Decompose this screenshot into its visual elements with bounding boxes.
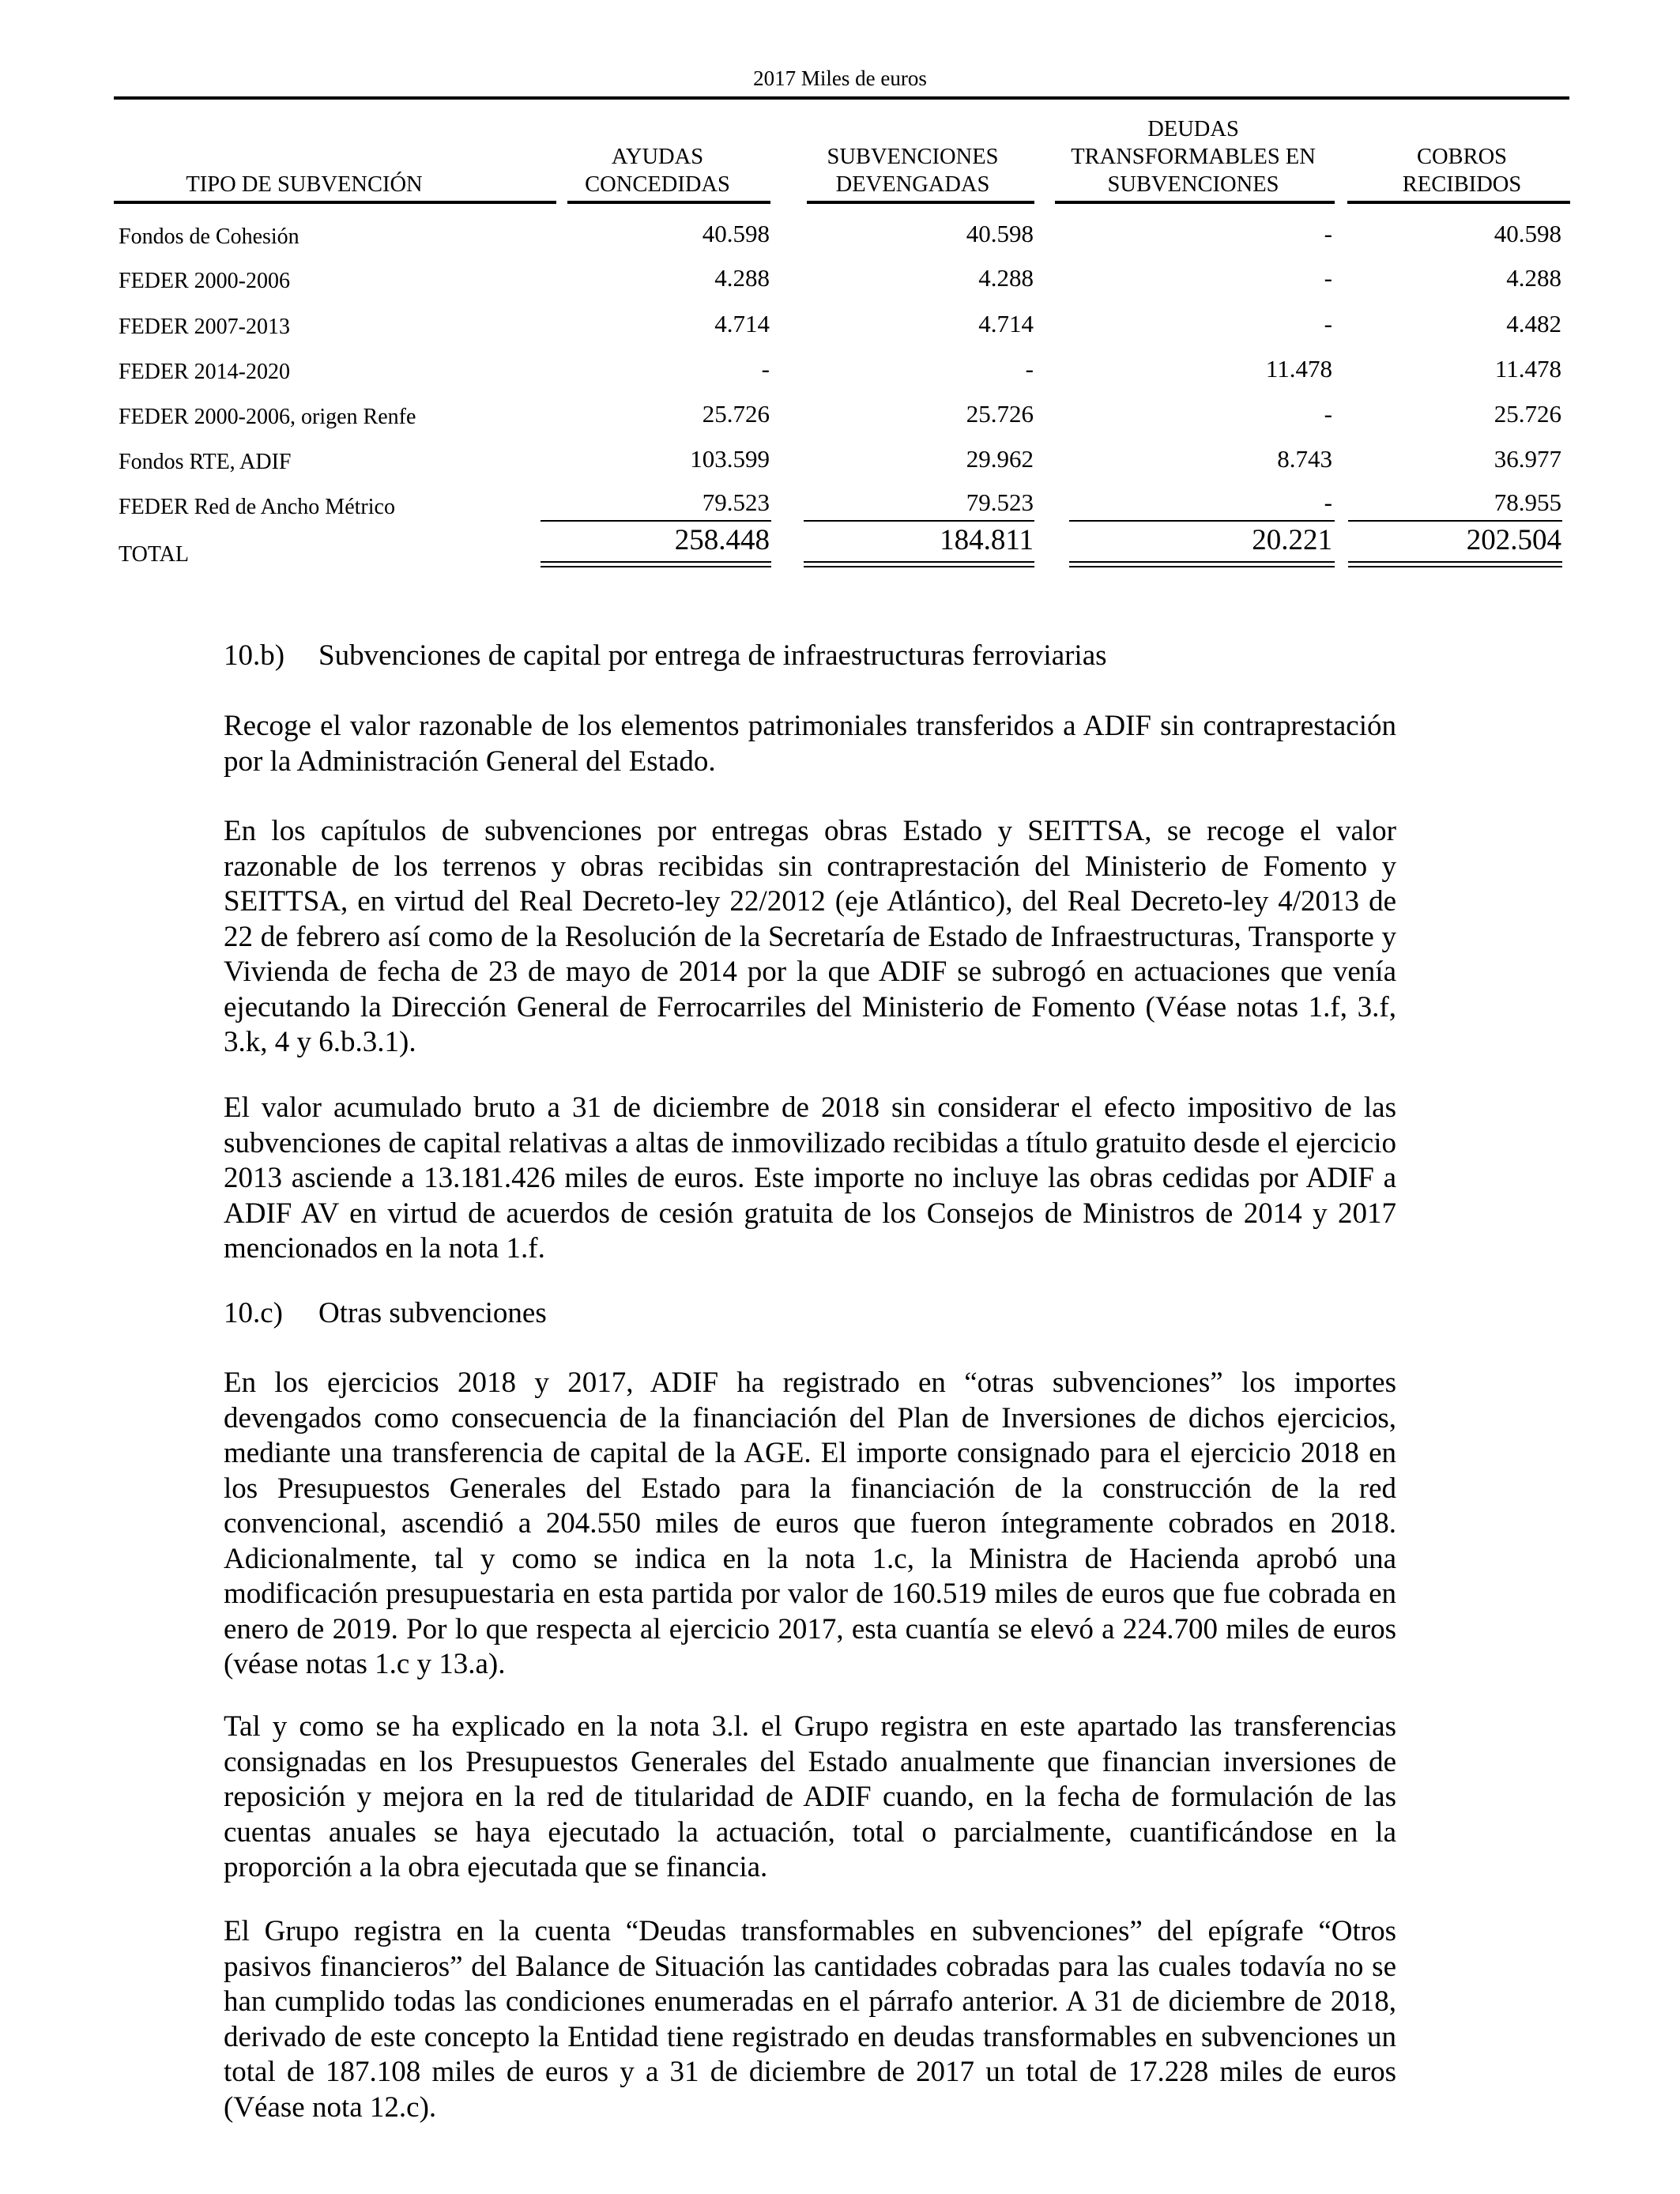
row-label: FEDER 2007-2013	[119, 315, 290, 339]
header-subvenciones	[814, 143, 1011, 198]
row-subvenciones: 79.523	[966, 488, 1034, 516]
section-c-heading	[224, 1296, 547, 1331]
section-b-title: Subvenciones de capital por entrega de infraestructuras ferroviarias	[318, 639, 1107, 672]
row-label: Fondos RTE, ADIF	[119, 450, 292, 474]
sum-rule-deudas	[1069, 520, 1335, 522]
row-cobros: 4.482	[1506, 310, 1561, 337]
row-ayudas: 4.714	[714, 310, 770, 337]
header-ayudas	[571, 143, 744, 198]
row-cobros: 78.955	[1494, 488, 1561, 516]
table-caption: 2017 Miles de euros	[753, 66, 927, 90]
row-subvenciones: 40.598	[966, 220, 1034, 247]
row-ayudas: 25.726	[702, 400, 770, 428]
header-ayudas-line2: CONCEDIDAS	[585, 172, 730, 197]
row-cobros: 25.726	[1494, 400, 1561, 428]
row-cobros: 36.977	[1494, 445, 1561, 473]
section-c-paragraph: En los ejercicios 2018 y 2017, ADIF ha registrado en “otras subvenciones” los importes devengados como consecuencia de la financiación del Plan de Inversiones de dichos ejercicios, mediante una transferencia de capital de la AGE. El importe consignado para el ejercicio 2018 en los Presupuestos Generales del Estado para la financiación de la construcción de la red convencional, ascendió a 204.550 miles de euros que fueron íntegramente cobrados en 2018. Adicionalmente, tal y como se indica en la nota 1.c, la Ministra de Hacienda aprobó una modificación presupuestaria en esta partida por valor de 160.519 miles de euros que fue cobrada en enero de 2019. Por lo que respecta al ejercicio 2017, esta cuantía se elevó a 224.700 miles de euros (véase notas 1.c y 13.a).	[224, 1367, 1396, 1680]
row-cobros: 11.478	[1494, 355, 1561, 383]
row-deudas: -	[1324, 220, 1332, 247]
header-cobros-line1: COBROS	[1416, 145, 1508, 169]
header-underline-ayudas	[567, 201, 770, 204]
row-ayudas: 40.598	[702, 220, 770, 247]
row-label: FEDER 2014-2020	[119, 360, 290, 384]
row-ayudas: 103.599	[690, 445, 770, 473]
row-ayudas: -	[761, 355, 770, 383]
total-ayudas: 258.448	[674, 524, 770, 556]
header-cobros-line2: RECIBIDOS	[1402, 172, 1522, 197]
row-label: FEDER Red de Ancho Métrico	[119, 495, 395, 519]
table-top-rule	[114, 96, 1569, 100]
sum-rule-ayudas	[541, 520, 771, 522]
section-c-paragraph: El Grupo registra en la cuenta “Deudas transformables en subvenciones” del epígrafe “Otros pasivos financieros” del Balance de Situación las cantidades cobradas para las cuales todavía no se han cumplido todas las condiciones enumeradas en el párrafo anterior. A 31 de diciembre de 2018, derivado de este concepto la Entidad tiene registrado en deudas transformables en subvenciones un total de 187.108 miles de euros y a 31 de diciembre de 2017 un total de 17.228 miles de euros (Véase nota 12.c).	[224, 1915, 1396, 2124]
header-subvenciones-line2: DEVENGADAS	[835, 172, 990, 197]
row-ayudas: 79.523	[702, 488, 770, 516]
total-double-rule-subvenciones	[804, 561, 1034, 567]
row-deudas: -	[1324, 488, 1332, 516]
section-b-paragraph: Recoge el valor razonable de los elementos patrimoniales transferidos a ADIF sin contraprestación por la Administración General del Estado.	[224, 710, 1396, 778]
row-deudas: 11.478	[1265, 355, 1332, 383]
total-double-rule-deudas	[1069, 561, 1335, 567]
section-c-title: Otras subvenciones	[318, 1297, 547, 1329]
total-deudas: 20.221	[1252, 524, 1332, 556]
row-subvenciones: 4.714	[978, 310, 1034, 337]
total-subvenciones: 184.811	[940, 524, 1034, 556]
section-b-number: 10.b)	[224, 639, 285, 672]
row-ayudas: 4.288	[714, 264, 770, 292]
header-deudas	[1051, 115, 1335, 198]
header-tipo: TIPO DE SUBVENCIÓN	[186, 172, 423, 197]
row-subvenciones: 4.288	[978, 264, 1034, 292]
total-cobros: 202.504	[1466, 524, 1561, 556]
sum-rule-subvenciones	[804, 520, 1034, 522]
header-ayudas-line1: AYUDAS	[611, 145, 704, 169]
header-underline-deudas	[1055, 201, 1335, 204]
header-underline-cobros	[1347, 201, 1570, 204]
row-cobros: 4.288	[1506, 264, 1561, 292]
header-deudas-line2: TRANSFORMABLES EN	[1071, 145, 1316, 169]
section-c-number: 10.c)	[224, 1297, 283, 1329]
row-label: FEDER 2000-2006	[119, 269, 290, 293]
row-deudas: -	[1324, 310, 1332, 337]
header-deudas-line3: SUBVENCIONES	[1107, 172, 1279, 197]
row-label: FEDER 2000-2006, origen Renfe	[119, 405, 416, 429]
header-underline-tipo	[114, 201, 556, 204]
total-label: TOTAL	[119, 542, 190, 567]
total-double-rule-cobros	[1348, 561, 1562, 567]
header-cobros	[1371, 143, 1553, 198]
total-double-rule-ayudas	[541, 561, 771, 567]
row-subvenciones: 25.726	[966, 400, 1034, 428]
header-subvenciones-line1: SUBVENCIONES	[827, 145, 999, 169]
row-subvenciones: 29.962	[966, 445, 1034, 473]
header-underline-subvenciones	[807, 201, 1034, 204]
row-label: Fondos de Cohesión	[119, 224, 299, 249]
row-deudas: 8.743	[1277, 445, 1332, 473]
row-subvenciones: -	[1025, 355, 1034, 383]
section-b-paragraph: En los capítulos de subvenciones por entregas obras Estado y SEITTSA, se recoge el valor razonable de los terrenos y obras recibidas sin contraprestación del Ministerio de Fomento y SEITTSA, en virtud del Real Decreto-ley 22/2012 (eje Atlántico), del Real Decreto-ley 4/2013 de 22 de febrero así como de la Resolución de la Secretaría de Estado de Infraestructuras, Transporte y Vivienda de fecha de 23 de mayo de 2014 por la que ADIF se subrogó en actuaciones que venía ejecutando la Dirección General de Ferrocarriles del Ministerio de Fomento (Véase notas 1.f, 3.f, 3.k, 4 y 6.b.3.1).	[224, 815, 1396, 1058]
section-b-heading	[224, 639, 1107, 673]
section-c-paragraph: Tal y como se ha explicado en la nota 3.l. el Grupo registra en este apartado las transferencias consignadas en los Presupuestos Generales del Estado anualmente que financian inversiones de reposición y mejora en la red de titularidad de ADIF cuando, en la fecha de formulación de las cuentas anuales se haya ejecutado la actuación, total o parcialmente, cuantificándose en la proporción a la obra ejecutada que se financia.	[224, 1710, 1396, 1883]
section-b-paragraph: El valor acumulado bruto a 31 de diciembre de 2018 sin considerar el efecto impositivo de las subvenciones de capital relativas a altas de inmovilizado recibidas a título gratuito desde el ejercicio 2013 asciende a 13.181.426 miles de euros. Este importe no incluye las obras cedidas por ADIF a ADIF AV en virtud de acuerdos de cesión gratuita de los Consejos de Ministros de 2014 y 2017 mencionados en la nota 1.f.	[224, 1091, 1396, 1265]
row-deudas: -	[1324, 264, 1332, 292]
sum-rule-cobros	[1348, 520, 1562, 522]
header-deudas-line1: DEUDAS	[1147, 117, 1239, 141]
row-cobros: 40.598	[1494, 220, 1561, 247]
row-deudas: -	[1324, 400, 1332, 428]
